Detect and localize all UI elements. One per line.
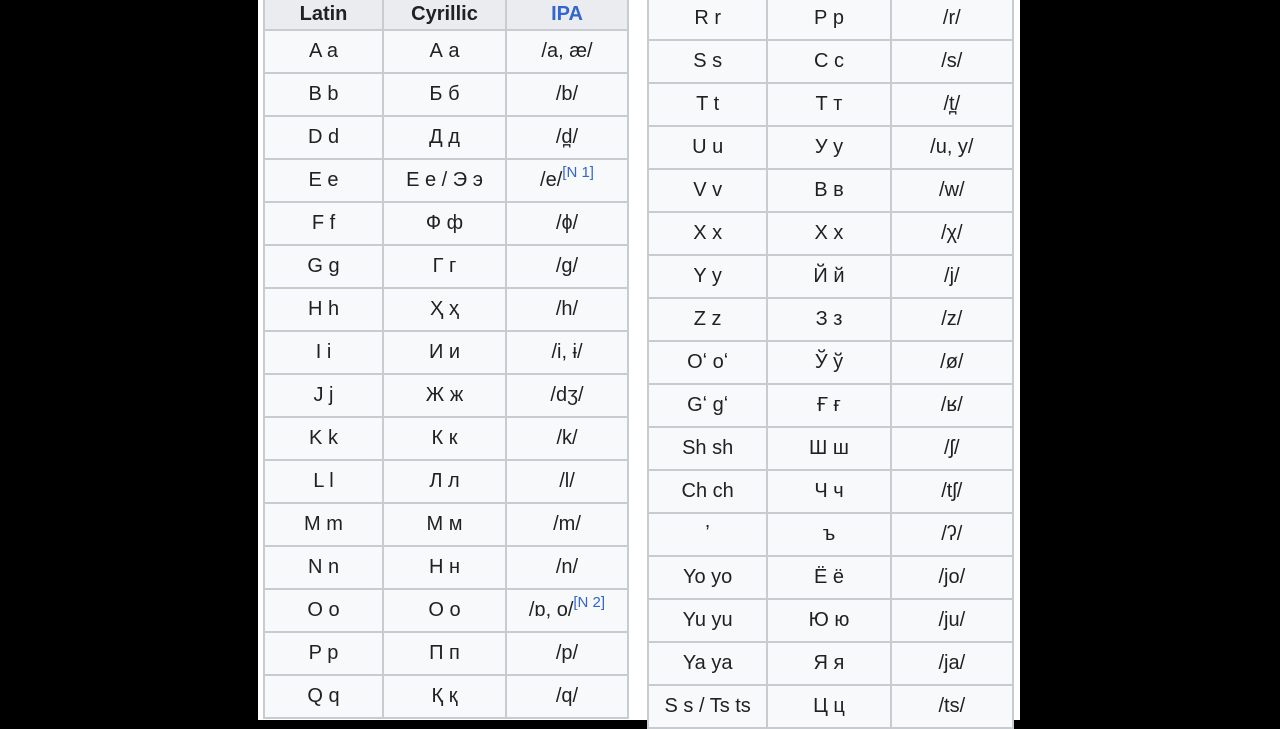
ipa-text: /χ/ — [941, 222, 963, 244]
cell-latin — [264, 546, 383, 589]
latin-text: B b — [308, 83, 339, 105]
cell-latin — [264, 675, 383, 718]
latin-text: G g — [307, 255, 340, 277]
ipa-text: /ɸ/ — [555, 212, 579, 234]
ipa-text: /e/ — [540, 169, 563, 191]
cyrillic-text: Ж ж — [425, 384, 464, 406]
cell-latin — [648, 212, 767, 255]
table-row — [648, 255, 1013, 298]
cyrillic-text: Л л — [429, 470, 460, 492]
table-row — [264, 73, 628, 116]
ipa-text: /ʔ/ — [941, 523, 963, 545]
cyrillic-text: Д д — [429, 126, 460, 148]
cell-cyrillic — [383, 288, 506, 331]
cell-cyrillic — [383, 202, 506, 245]
ipa-text: /ju/ — [938, 609, 966, 631]
table-row — [264, 589, 628, 632]
table-row — [264, 546, 628, 589]
cell-latin — [264, 460, 383, 503]
cyrillic-text: З з — [815, 308, 843, 330]
header-ipa-link[interactable]: IPA — [506, 0, 628, 30]
cyrillic-text: У у — [814, 136, 844, 158]
latin-text: Gʻ gʻ — [687, 394, 729, 416]
table-row — [264, 288, 628, 331]
table-row — [648, 599, 1013, 642]
table-header-row — [264, 0, 628, 30]
cell-latin — [264, 374, 383, 417]
latin-text: K k — [309, 427, 338, 449]
table-row — [648, 298, 1013, 341]
cell-ipa — [506, 460, 628, 503]
cell-cyrillic — [383, 30, 506, 73]
cell-cyrillic — [383, 73, 506, 116]
cell-ipa — [506, 374, 628, 417]
cell-cyrillic — [767, 0, 890, 40]
table-row — [264, 460, 628, 503]
table-row — [264, 202, 628, 245]
latin-text: X x — [693, 222, 723, 244]
cell-cyrillic — [383, 632, 506, 675]
cell-cyrillic — [383, 675, 506, 718]
cyrillic-text: Й й — [813, 265, 845, 287]
cell-latin — [648, 0, 767, 40]
cell-ipa — [506, 245, 628, 288]
table-row — [648, 341, 1013, 384]
cell-cyrillic — [767, 212, 890, 255]
cell-latin — [648, 169, 767, 212]
cyrillic-text: Ҳ ҳ — [430, 298, 459, 320]
cell-ipa — [506, 417, 628, 460]
table-row — [264, 374, 628, 417]
cell-cyrillic — [767, 298, 890, 341]
cell-latin — [264, 417, 383, 460]
latin-text: V v — [693, 179, 723, 201]
alphabet-table-right — [647, 0, 1014, 729]
cell-latin — [264, 503, 383, 546]
cyrillic-text: Ё ё — [813, 566, 844, 588]
table-row — [264, 632, 628, 675]
cell-latin — [264, 245, 383, 288]
cyrillic-text: Ч ч — [814, 480, 844, 502]
cell-ipa — [891, 298, 1013, 341]
cyrillic-text: М м — [426, 513, 463, 535]
ipa-text: /dʒ/ — [550, 384, 584, 406]
cell-cyrillic — [767, 642, 890, 685]
cell-cyrillic — [767, 513, 890, 556]
cell-latin — [648, 599, 767, 642]
cell-cyrillic — [767, 341, 890, 384]
ipa-text: /z/ — [941, 308, 963, 330]
cell-ipa — [506, 632, 628, 675]
cell-ipa — [506, 546, 628, 589]
cell-ipa — [891, 470, 1013, 513]
cyrillic-text: Т т — [815, 93, 843, 115]
cell-latin — [648, 384, 767, 427]
ipa-text: /l/ — [559, 470, 575, 492]
cell-cyrillic — [383, 589, 506, 632]
cyrillic-text: А а — [429, 40, 460, 62]
table-row — [264, 417, 628, 460]
latin-text: D d — [307, 126, 340, 148]
cell-ipa — [891, 556, 1013, 599]
cell-cyrillic — [383, 460, 506, 503]
cell-ipa — [506, 202, 628, 245]
cell-latin — [648, 556, 767, 599]
cell-ipa — [891, 212, 1013, 255]
cell-cyrillic — [767, 685, 890, 728]
cyrillic-text: Ў ў — [814, 351, 844, 373]
cell-latin — [648, 83, 767, 126]
cell-cyrillic — [767, 599, 890, 642]
cyrillic-text: ъ — [822, 523, 836, 545]
cell-cyrillic — [767, 427, 890, 470]
latin-text: R r — [694, 7, 721, 29]
cell-latin — [264, 632, 383, 675]
latin-text: O o — [307, 599, 340, 621]
ipa-text: /ts/ — [938, 695, 966, 717]
ipa-text: /ɒ, o/ — [528, 599, 574, 621]
latin-text: L l — [313, 470, 334, 492]
ipa-text: /b/ — [555, 83, 579, 105]
cell-cyrillic — [767, 169, 890, 212]
cell-cyrillic — [383, 417, 506, 460]
latin-text: J j — [313, 384, 334, 406]
cyrillic-text: С с — [813, 50, 844, 72]
header-latin: Latin — [264, 0, 383, 30]
ipa-text: /d̪/ — [555, 126, 579, 148]
cell-latin — [648, 341, 767, 384]
table-row — [648, 212, 1013, 255]
latin-text: T t — [696, 93, 720, 115]
latin-text: Ch ch — [681, 480, 734, 502]
latin-text: I i — [315, 341, 332, 363]
cell-ipa — [506, 589, 628, 632]
cell-ipa — [891, 427, 1013, 470]
latin-text: Yu yu — [682, 609, 733, 631]
ipa-text: /q/ — [555, 685, 579, 707]
cell-cyrillic — [767, 126, 890, 169]
cyrillic-text: В в — [814, 179, 844, 201]
ipa-text: /n/ — [555, 556, 579, 578]
cell-ipa — [891, 255, 1013, 298]
cyrillic-text: Р р — [813, 7, 844, 29]
footnote-link[interactable]: [N 2] — [573, 594, 606, 611]
cyrillic-text: Ц ц — [813, 695, 845, 717]
cell-latin — [648, 40, 767, 83]
cell-ipa — [891, 126, 1013, 169]
latin-text: H h — [307, 298, 340, 320]
cell-ipa — [506, 30, 628, 73]
table-row — [648, 126, 1013, 169]
cyrillic-text: Н н — [428, 556, 461, 578]
cell-latin — [264, 288, 383, 331]
cell-ipa — [506, 675, 628, 718]
latin-text: S s — [693, 50, 723, 72]
cyrillic-text: О о — [428, 599, 461, 621]
cell-ipa — [891, 384, 1013, 427]
cell-ipa — [506, 73, 628, 116]
table-row — [264, 116, 628, 159]
latin-text: S s / Ts ts — [664, 695, 751, 717]
ipa-text: /r/ — [942, 7, 961, 29]
cyrillic-text: П п — [429, 642, 460, 664]
cell-ipa — [891, 642, 1013, 685]
table-row — [648, 642, 1013, 685]
ipa-text: /k/ — [556, 427, 578, 449]
cell-latin — [264, 589, 383, 632]
table-row — [648, 169, 1013, 212]
ipa-text: /w/ — [939, 179, 965, 201]
latin-text: Y y — [693, 265, 722, 287]
cell-latin — [264, 202, 383, 245]
latin-text: M m — [304, 513, 343, 535]
latin-text: P p — [308, 642, 339, 664]
cell-ipa — [506, 159, 628, 202]
ipa-text: /jo/ — [938, 566, 966, 588]
table-row — [648, 427, 1013, 470]
cell-cyrillic — [383, 374, 506, 417]
cell-latin — [648, 427, 767, 470]
cell-ipa — [506, 116, 628, 159]
cell-cyrillic — [383, 546, 506, 589]
cell-cyrillic — [767, 384, 890, 427]
cyrillic-text: Е е / Э э — [406, 169, 483, 191]
table-row — [264, 159, 628, 202]
ipa-text: /ja/ — [938, 652, 966, 674]
cell-latin — [264, 116, 383, 159]
table-row — [648, 685, 1013, 728]
ipa-text: /j/ — [944, 265, 960, 287]
latin-text: Yo yo — [683, 566, 733, 588]
cell-ipa — [506, 503, 628, 546]
ipa-text: /a, æ/ — [541, 40, 593, 62]
table-row — [264, 675, 628, 718]
cell-cyrillic — [767, 470, 890, 513]
cell-ipa — [891, 83, 1013, 126]
ipa-text: /ʁ/ — [940, 394, 963, 416]
table-row — [648, 83, 1013, 126]
table-row — [648, 384, 1013, 427]
latin-text: F f — [311, 212, 336, 234]
ipa-text: /p/ — [555, 642, 579, 664]
cyrillic-text: Б б — [429, 83, 460, 105]
cell-latin — [648, 513, 767, 556]
cell-ipa — [506, 288, 628, 331]
cyrillic-text: К к — [431, 427, 458, 449]
ipa-text: /h/ — [555, 298, 579, 320]
ipa-text: /m/ — [553, 513, 581, 535]
cell-ipa — [891, 40, 1013, 83]
cyrillic-text: Ғ ғ — [817, 394, 841, 416]
table-row — [648, 40, 1013, 83]
cell-latin — [648, 126, 767, 169]
ipa-text: /tʃ/ — [941, 480, 963, 502]
ipa-text: /ʃ/ — [944, 437, 960, 459]
table-row — [648, 556, 1013, 599]
cell-latin — [264, 30, 383, 73]
cell-latin — [648, 470, 767, 513]
cyrillic-text: Х х — [814, 222, 844, 244]
cell-latin — [648, 685, 767, 728]
cell-ipa — [506, 331, 628, 374]
cell-cyrillic — [383, 245, 506, 288]
latin-text: E e — [308, 169, 339, 191]
ipa-text: /i, ɨ/ — [551, 341, 583, 363]
cyrillic-text: Я я — [813, 652, 845, 674]
cyrillic-text: Ш ш — [809, 437, 849, 459]
ipa-text: /ø/ — [940, 351, 964, 373]
cyrillic-text: Г г — [432, 255, 457, 277]
latin-text: Sh sh — [682, 437, 734, 459]
table-row — [648, 470, 1013, 513]
cell-latin — [264, 159, 383, 202]
cell-cyrillic — [767, 40, 890, 83]
cell-cyrillic — [383, 503, 506, 546]
cell-latin — [648, 642, 767, 685]
table-row — [648, 513, 1013, 556]
cell-cyrillic — [383, 116, 506, 159]
latin-text: Ya ya — [682, 652, 733, 674]
cell-ipa — [891, 513, 1013, 556]
cell-ipa — [891, 0, 1013, 40]
cell-latin — [648, 298, 767, 341]
cell-cyrillic — [767, 556, 890, 599]
latin-text: N n — [307, 556, 340, 578]
cyrillic-text: Ф ф — [425, 212, 464, 234]
cell-ipa — [891, 599, 1013, 642]
latin-text: Q q — [307, 685, 340, 707]
cell-cyrillic — [767, 83, 890, 126]
ipa-text: /t̪/ — [943, 93, 961, 115]
cell-latin — [648, 255, 767, 298]
latin-text: Oʻ oʻ — [687, 351, 729, 373]
cell-ipa — [891, 169, 1013, 212]
cell-cyrillic — [383, 331, 506, 374]
header-cyrillic: Cyrillic — [383, 0, 506, 30]
ipa-text: /s/ — [941, 50, 963, 72]
footnote-link[interactable]: [N 1] — [562, 164, 594, 181]
cell-ipa — [891, 685, 1013, 728]
cyrillic-text: Қ қ — [431, 685, 458, 707]
cyrillic-text: И и — [428, 341, 461, 363]
cell-ipa — [891, 341, 1013, 384]
cell-latin — [264, 331, 383, 374]
table-row — [264, 503, 628, 546]
cell-latin — [264, 73, 383, 116]
latin-text: U u — [692, 136, 724, 158]
cell-cyrillic — [767, 255, 890, 298]
table-row — [264, 331, 628, 374]
ipa-text: /ɡ/ — [555, 255, 579, 277]
latin-text: A a — [309, 40, 338, 62]
latin-text: Z z — [693, 308, 722, 330]
cell-cyrillic — [383, 159, 506, 202]
ipa-text: /u, y/ — [930, 136, 974, 158]
table-row — [264, 245, 628, 288]
alphabet-table-left — [263, 0, 629, 719]
table-row — [648, 0, 1013, 40]
cyrillic-text: Ю ю — [808, 609, 850, 631]
latin-text: ʼ — [705, 523, 710, 545]
table-row — [264, 30, 628, 73]
